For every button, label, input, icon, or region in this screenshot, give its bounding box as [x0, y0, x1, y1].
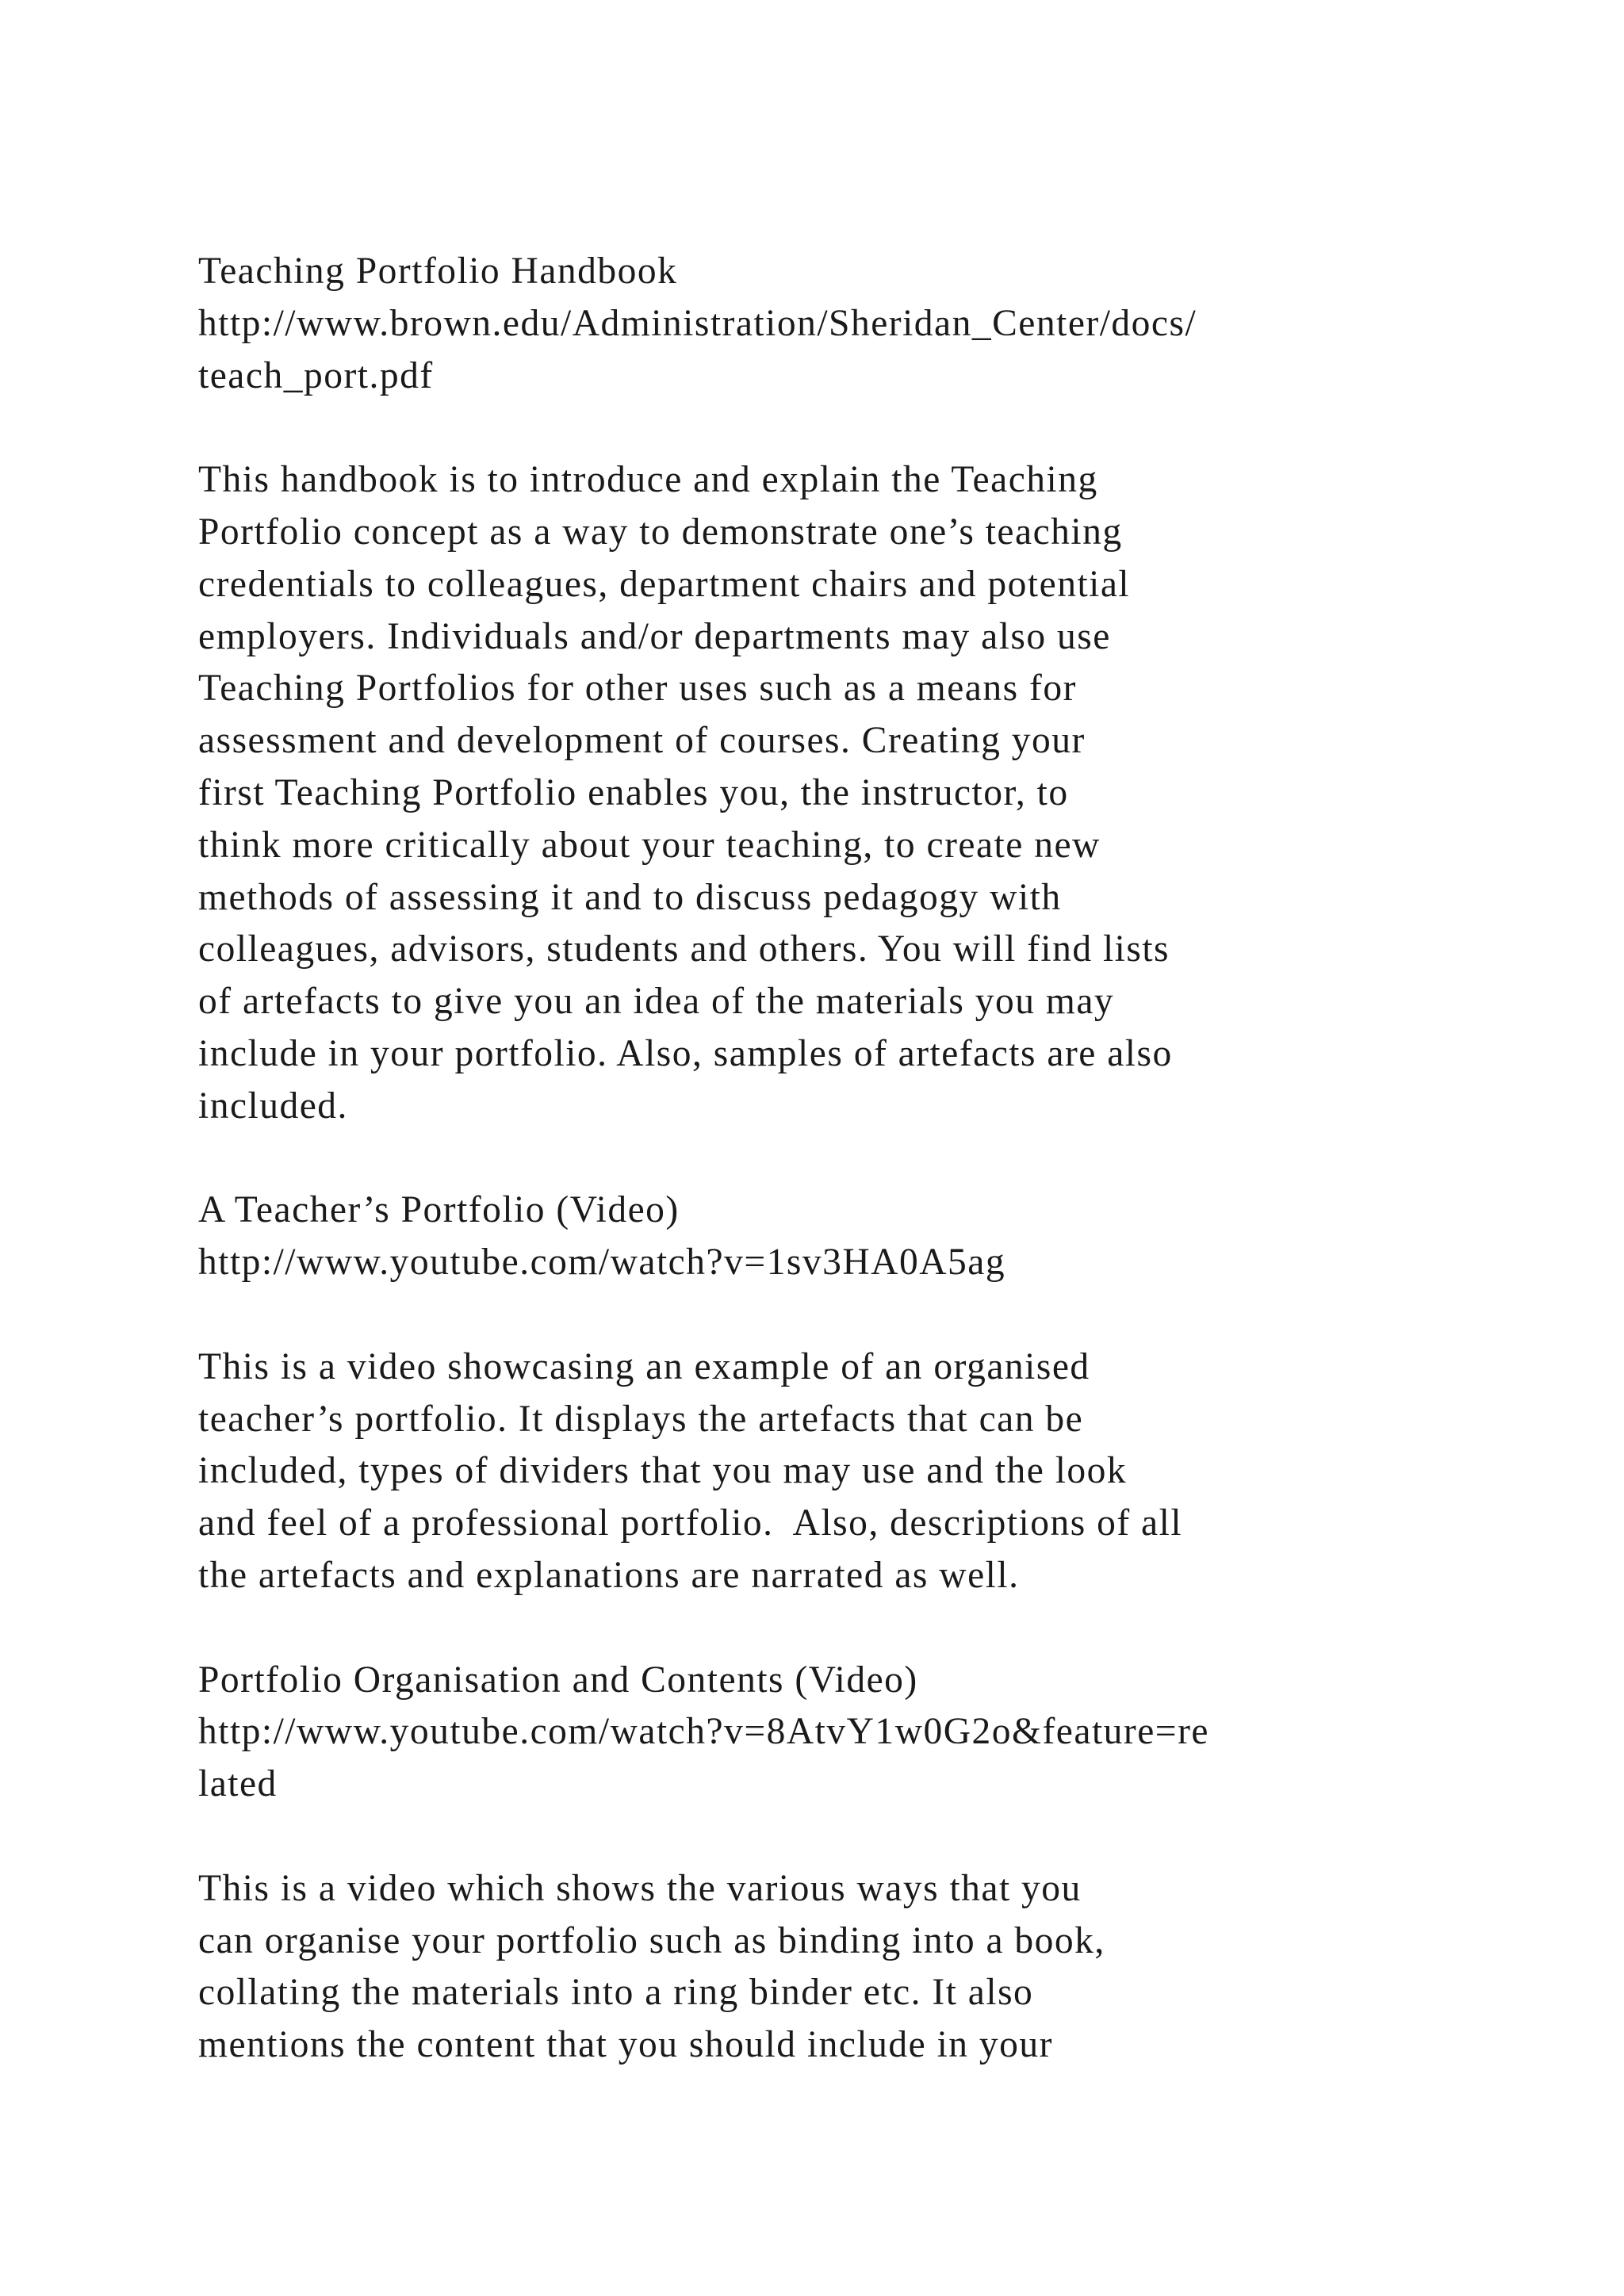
paragraph-gap: [198, 1602, 1594, 1655]
paragraph-gap: [198, 1811, 1594, 1863]
resource-url-line[interactable]: http://www.brown.edu/Administration/Sheridan_Center/docs/: [198, 302, 1197, 344]
description-line: the artefacts and explanations are narrated as well.: [198, 1554, 1020, 1596]
description-line: first Teaching Portfolio enables you, the instructor, to: [198, 771, 1069, 813]
description-line: can organise your portfolio such as binding into a book,: [198, 1919, 1105, 1961]
description-line: This handbook is to introduce and explain the Teaching: [198, 459, 1098, 501]
resource-section-teaching-portfolio-handbook: [198, 246, 1594, 1184]
resource-title: A Teacher’s Portfolio (Video): [198, 1189, 680, 1231]
description-line: include in your portfolio. Also, samples of artefacts are also: [198, 1032, 1173, 1074]
document-body: [198, 246, 1594, 2072]
paragraph-gap: [198, 1133, 1594, 1185]
paragraph-gap: [198, 1289, 1594, 1341]
description-line: included.: [198, 1085, 348, 1127]
resource-url-line[interactable]: teach_port.pdf: [198, 354, 434, 396]
description-line: of artefacts to give you an idea of the materials you may: [198, 981, 1115, 1023]
resource-section-teachers-portfolio-video: [198, 1184, 1594, 1654]
description-line: teacher’s portfolio. It displays the artefacts that can be: [198, 1398, 1084, 1440]
paragraph-gap: [198, 402, 1594, 454]
resource-url-line[interactable]: lated: [198, 1763, 278, 1805]
resource-title: Portfolio Organisation and Contents (Video): [198, 1659, 918, 1701]
description-line: assessment and development of courses. Creating your: [198, 720, 1086, 762]
description-line: included, types of dividers that you may use and the look: [198, 1450, 1128, 1492]
description-line: Portfolio concept as a way to demonstrate one’s teaching: [198, 511, 1123, 553]
description-line: and feel of a professional portfolio. Also, descriptions of all: [198, 1502, 1183, 1544]
description-line: This is a video which shows the various ways that you: [198, 1867, 1082, 1909]
resource-title: Teaching Portfolio Handbook: [198, 251, 678, 292]
description-line: Teaching Portfolios for other uses such as a means for: [198, 668, 1077, 710]
description-line: employers. Individuals and/or departments may also use: [198, 615, 1111, 657]
resource-url-line[interactable]: http://www.youtube.com/watch?v=8AtvY1w0G2o&feature=re: [198, 1711, 1209, 1753]
description-line: colleagues, advisors, students and others. You will find lists: [198, 928, 1170, 970]
description-line: think more critically about your teaching, to create new: [198, 824, 1101, 866]
description-line: collating the materials into a ring binder etc. It also: [198, 1972, 1034, 2014]
description-line: credentials to colleagues, department chairs and potential: [198, 563, 1131, 605]
description-line: This is a video showcasing an example of an organised: [198, 1345, 1090, 1387]
description-line: mentions the content that you should include in your: [198, 2024, 1053, 2066]
description-line: methods of assessing it and to discuss pedagogy with: [198, 876, 1062, 918]
resource-url-line[interactable]: http://www.youtube.com/watch?v=1sv3HA0A5ag: [198, 1242, 1006, 1284]
resource-section-portfolio-organisation-video: [198, 1655, 1594, 2072]
